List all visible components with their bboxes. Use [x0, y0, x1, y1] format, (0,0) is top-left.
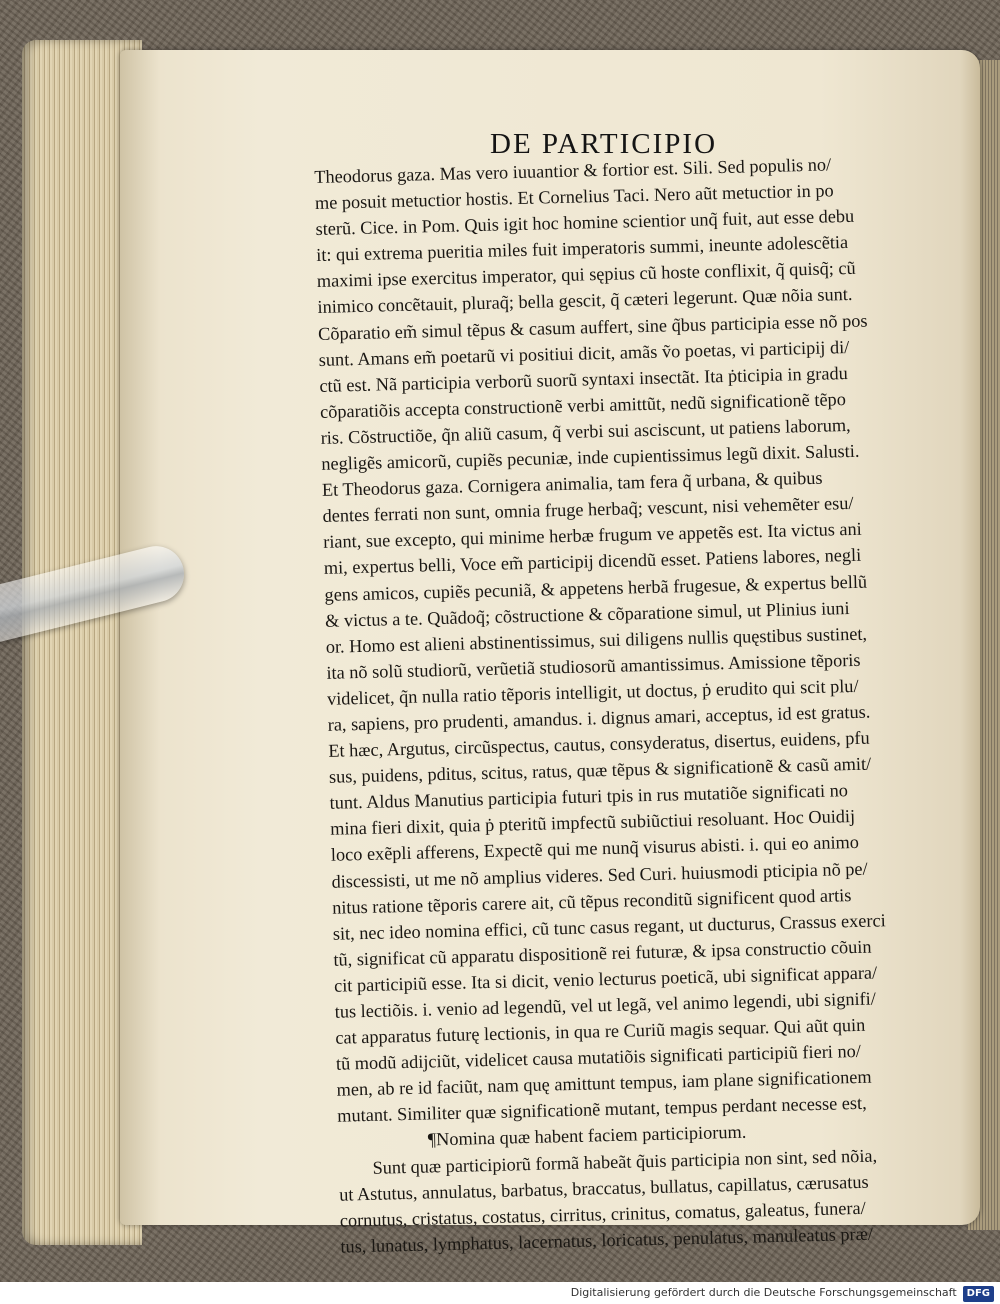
- text-line: tunt. Aldus Manutius participia futuri tpis in rus mutatiõe significati no: [329, 780, 849, 814]
- text-line: & victus a te. Quãdoq̃; cõstructione & cõparatione simul, ut Plinius iuni: [324, 597, 850, 631]
- funding-credit: Digitalisierung gefördert durch die Deutsche Forschungsgemeinschaft: [570, 1286, 957, 1299]
- text-line: videlicet, q̃n nulla ratio tẽporis intelligit, ut doctus, ṗ erudito qui scit plu/: [326, 675, 859, 709]
- text-line: cõparatiõis accepta constructionẽ verbi amittũt, nedũ significationẽ tẽpo: [319, 388, 847, 422]
- text-line: discessisti, ut me nõ amplius videres. Sed Curi. huiusmodi pticipia nõ pe/: [331, 858, 868, 892]
- text-block: [314, 149, 969, 1260]
- text-line: ut Astutus, annulatus, barbatus, braccatus, bullatus, capillatus, cærusatus: [338, 1171, 869, 1205]
- text-line: negligẽs amicorũ, cupiẽs pecuniæ, inde cupientissimus legũ dixit. Salusti.: [321, 440, 860, 474]
- text-line: men, ab re id faciũt, nam quę amittunt tempus, iam plane significationem: [336, 1066, 872, 1101]
- text-line: riant, sue excepto, qui minime herbæ frugum ve appetẽs est. Ita victus ani: [322, 519, 862, 553]
- text-line: mi, expertus belli, Voce em̃ participij dicendũ esset. Patiens labores, negli: [323, 545, 862, 579]
- text-line: Theodorus gaza. Mas vero iuuantior & fortior est. Sili. Sed populis no/: [314, 154, 832, 187]
- text-line: sunt. Amans em̃ poetarũ vi positiui dicit, amãs ṽo poetas, vi participij di/: [318, 336, 850, 370]
- text-line: tus lectiõis. i. venio ad legendũ, vel ut legã, vel animo legendi, ubi signifi/: [334, 988, 877, 1022]
- text-line: loco exẽpli afferens, Expectẽ qui me nunq̃ visurus abisti. i. qui eo animo: [330, 832, 860, 866]
- text-line: it: qui extrema pueritia miles fuit imperatoris summi, ineunte adolescẽtia: [315, 232, 849, 266]
- text-line: sus, puidens, pditus, scitus, ratus, quæ tẽpus & significationẽ & casũ amit/: [328, 753, 872, 787]
- text-line: or. Homo est alieni abstinentissimus, sui diligens nullis quęstibus sustinet,: [325, 623, 868, 657]
- footer-bar: [0, 1282, 1000, 1304]
- text-line: cat apparatus futurę lectionis, in qua re Curiũ magis sequar. Qui aũt quin: [335, 1014, 866, 1048]
- text-line: mina fieri dixit, quia ṗ pteritũ impfectũ subiũctiui resoluant. Hoc Ouidij: [330, 806, 856, 840]
- text-line: tũ modũ adijciũt, videlicet causa mutatiõis significati participiũ fieri no/: [335, 1041, 862, 1074]
- text-line: me posuit metuctior hostis. Et Cornelius Taci. Nero aũt metuctior in po: [314, 180, 834, 214]
- text-line: gens amicos, cupiẽs pecuniã, & appetens herbã frugesue, & expertus bellũ: [324, 571, 868, 605]
- running-head: DE PARTICIPIO: [490, 128, 718, 160]
- text-line: tus, lunatus, lymphatus, lacernatus, loricatus, penulatus, manuleatus præ/: [340, 1223, 874, 1257]
- text-line: tũ, significat cũ apparatu dispositionẽ rei futuræ, & ipsa constructio cõuin: [333, 936, 872, 970]
- text-line: Cõparatio em̃ simul tẽpus & casum auffert, sine q̃bus participia esse nõ pos: [317, 310, 868, 344]
- text-line: Et Theodorus gaza. Cornigera animalia, tam fera q̃ urbana, & quibus: [321, 467, 823, 501]
- text-line: ctũ est. Nã participia verborũ suorũ syntaxi insectãt. Ita ṗticipia in gradu: [319, 362, 848, 396]
- text-line: sit, nec ideo nomina effici, cũ tunc casus regant, ut ducturus, Crassus exerci: [332, 909, 886, 944]
- text-line: dentes ferrati non sunt, omnia fruge herbaq̃; vescunt, nisi vehemẽter esu/: [322, 493, 854, 527]
- text-line: inimico concẽtauit, pluraq̃; bella gescit, q̃ cæteri legerunt. Quæ nõia sunt.: [317, 284, 853, 318]
- text-line: Sunt quæ participiorũ formã habeãt q̃uis participia non sint, sed nõia,: [372, 1145, 878, 1178]
- text-line: sterũ. Cice. in Pom. Quis igit hoc homine scientior unq̃ fuit, aut esse debu: [315, 206, 855, 240]
- text-line: ita nõ solũ studiorũ, verũetiã studiosorũ amantissimus. Amissione tẽporis: [326, 649, 861, 683]
- text-line: ra, sapiens, pro prudenti, amandus. i. dignus amari, acceptus, id est gratus.: [327, 701, 871, 735]
- dfg-logo: DFG: [963, 1286, 994, 1302]
- text-line: mutant. Similiter quæ significationẽ mutant, tempus perdant necesse est,: [337, 1093, 867, 1127]
- section-heading: ¶Nomina quæ habent faciem participiorum.: [427, 1122, 747, 1150]
- text-line: cit participiũ esse. Ita si dicit, venio lecturus poeticã, ubi significat appara/: [333, 962, 878, 996]
- text-line: maximi ipse exercitus imperator, qui sępius cũ hoste conflixit, q̃ quisq̃; cũ: [316, 258, 856, 292]
- text-line: Et hæc, Argutus, circũspectus, cautus, consyderatus, disertus, euidens, pfu: [328, 727, 870, 761]
- text-line: cornutus, cristatus, costatus, cirritus, crinitus, comatus, galeatus, funera/: [339, 1197, 866, 1231]
- text-line: ris. Cõstructiõe, q̃n aliũ casum, q̃ verbi sui asciscunt, ut patiens laborum,: [320, 414, 851, 448]
- text-line: nitus ratione tẽporis carere ait, cũ tẽpus reconditũ significent quod artis: [331, 884, 852, 918]
